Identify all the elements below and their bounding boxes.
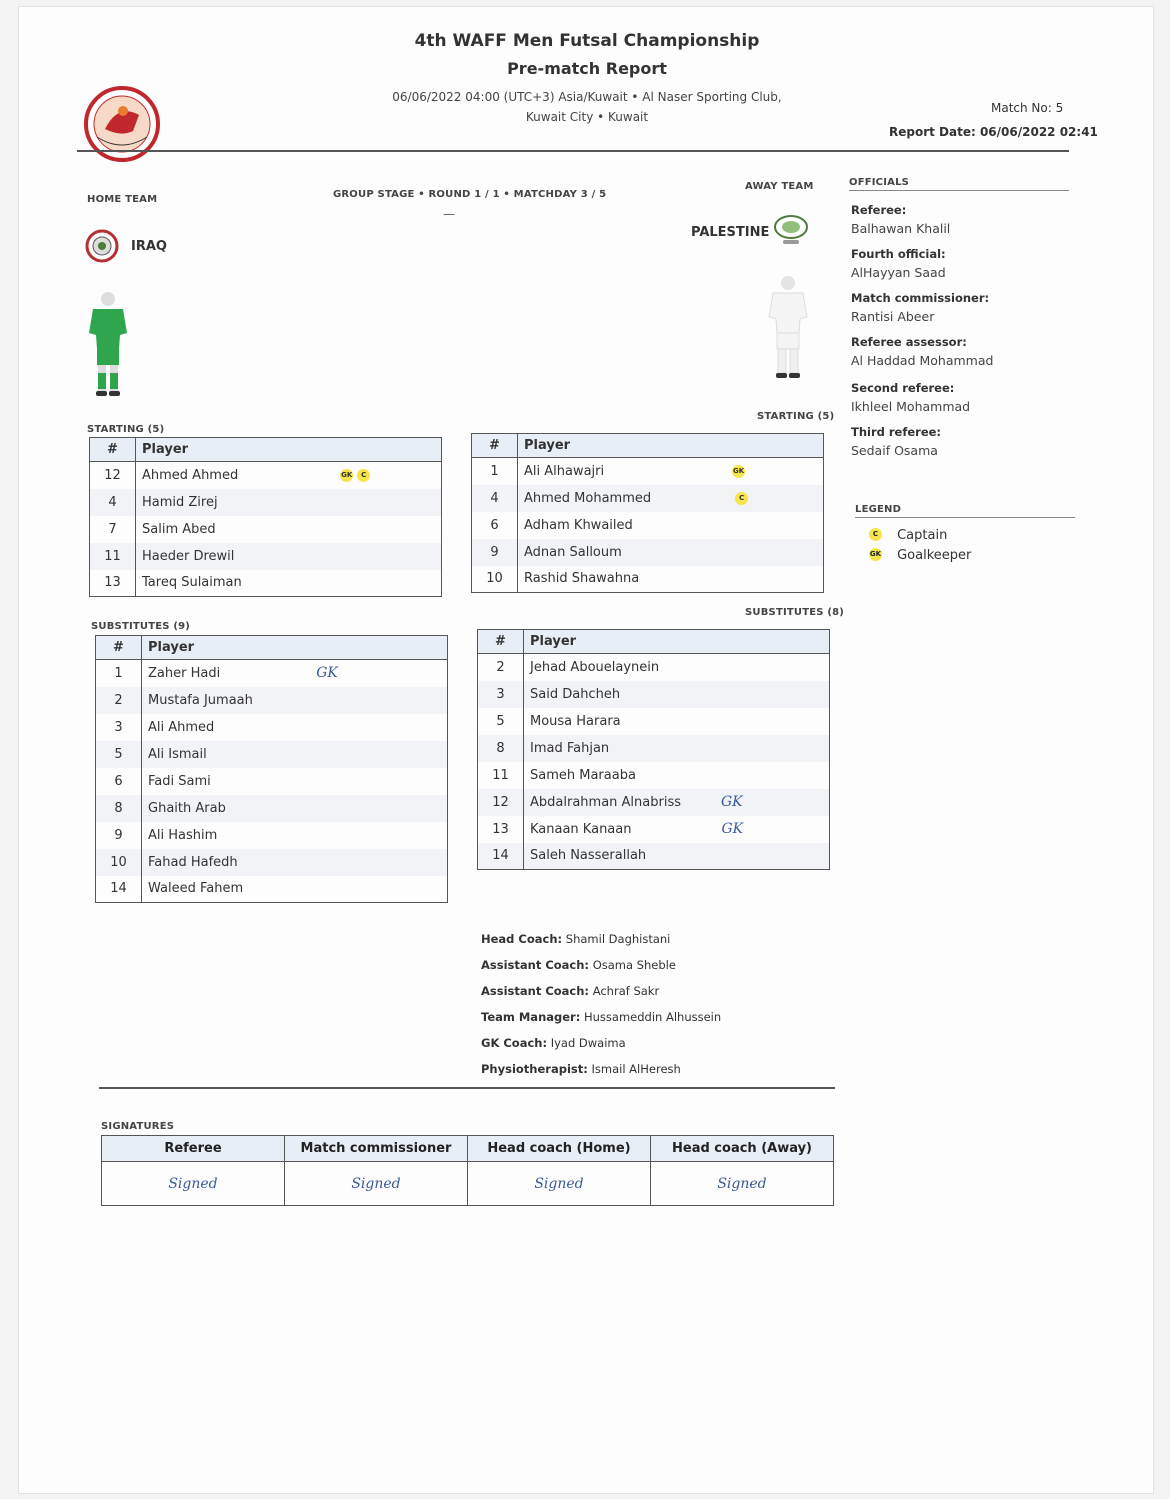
table-row [472, 458, 824, 485]
staff-list [481, 932, 841, 1088]
staff-role: Assistant Coach: [481, 958, 590, 972]
table-row [96, 660, 448, 687]
legend-item-captain [869, 524, 947, 543]
table-row [472, 485, 824, 512]
player-name: Zaher Hadi [148, 666, 221, 682]
player-name: Mustafa Jumaah [142, 687, 448, 714]
player-name: Tareq Sulaiman [136, 570, 442, 597]
match-city: Kuwait City • Kuwait [525, 110, 649, 124]
table-row [478, 681, 830, 708]
player-number: 2 [96, 687, 142, 714]
signatures-title: SIGNATURES [101, 1121, 175, 1132]
table-row [96, 714, 448, 741]
col-number-header: # [90, 438, 136, 462]
handwritten-signature: Signed [534, 1175, 584, 1192]
player-name-cell [142, 660, 448, 687]
signature-cell [651, 1162, 834, 1206]
staff-name: Iyad Dwaima [550, 1036, 626, 1050]
official-item [851, 335, 1071, 381]
player-name: Ahmed Ahmed [142, 467, 239, 483]
table-row [90, 462, 442, 489]
player-number: 12 [90, 462, 136, 489]
staff-name: Achraf Sakr [592, 984, 660, 998]
player-number: 12 [478, 789, 524, 816]
handwritten-signature: Signed [717, 1175, 767, 1192]
away-subs-table [477, 629, 830, 870]
staff-name: Hussameddin Alhussein [583, 1010, 722, 1024]
player-number: 3 [478, 681, 524, 708]
legend-label: Captain [897, 528, 948, 543]
official-role: Referee: [851, 203, 907, 217]
table-header-row [90, 438, 442, 462]
player-number: 8 [478, 735, 524, 762]
player-number: 5 [478, 708, 524, 735]
player-number: 1 [96, 660, 142, 687]
player-number: 10 [472, 566, 518, 593]
col-number-header: # [472, 434, 518, 458]
signatures-table [101, 1135, 834, 1206]
staff-item [481, 1010, 841, 1036]
report-page [18, 6, 1154, 1494]
player-number: 11 [478, 762, 524, 789]
signatures-divider [99, 1087, 835, 1089]
player-number: 4 [90, 489, 136, 516]
match-number: Match No: 5 [991, 101, 1064, 115]
table-row [90, 516, 442, 543]
score-separator: — [443, 207, 455, 221]
legend-divider [855, 517, 1075, 518]
player-name: Adham Khwailed [518, 512, 824, 539]
player-name: Ahmed Mohammed [524, 490, 652, 506]
signature-cell [285, 1162, 468, 1206]
officials-title: OFFICIALS [849, 177, 910, 188]
col-player-header: Player [518, 434, 824, 458]
table-header-row [472, 434, 824, 458]
col-number-header: # [478, 630, 524, 654]
player-name: Fahad Hafedh [142, 849, 448, 876]
goalkeeper-badge: GK [732, 465, 745, 478]
official-role: Third referee: [851, 425, 942, 439]
handwritten-gk-note: GK [316, 665, 338, 682]
home-subs-table [95, 635, 448, 903]
official-item [851, 381, 1071, 425]
away-team-name: PALESTINE [691, 225, 770, 240]
table-header-row [102, 1136, 834, 1162]
official-item [851, 203, 1071, 247]
staff-item [481, 932, 841, 958]
official-role: Fourth official: [851, 247, 946, 261]
official-name: Balhawan Khalil [851, 221, 951, 236]
iraq-flag-icon [85, 229, 119, 263]
table-row [96, 849, 448, 876]
goalkeeper-badge: GK [869, 548, 882, 561]
player-number: 6 [96, 768, 142, 795]
table-row [478, 654, 830, 681]
table-row [96, 795, 448, 822]
player-number: 4 [472, 485, 518, 512]
player-number: 13 [478, 816, 524, 843]
signature-header: Referee [102, 1136, 285, 1162]
player-name: Ali Hashim [142, 822, 448, 849]
signature-header: Match commissioner [285, 1136, 468, 1162]
handwritten-signature: Signed [168, 1175, 218, 1192]
table-row [478, 816, 830, 843]
table-row [478, 789, 830, 816]
player-number: 9 [472, 539, 518, 566]
col-player-header: Player [136, 438, 442, 462]
col-number-header: # [96, 636, 142, 660]
official-item [851, 425, 1071, 469]
match-datetime-venue: 06/06/2022 04:00 (UTC+3) Asia/Kuwait • Al Naser Sporting Club, [392, 90, 782, 104]
player-number: 2 [478, 654, 524, 681]
player-number: 13 [90, 570, 136, 597]
home-team-name: IRAQ [131, 239, 167, 254]
table-row [478, 843, 830, 870]
player-name-cell [518, 458, 824, 485]
staff-name: Shamil Daghistani [565, 932, 671, 946]
table-row [96, 687, 448, 714]
officials-divider [849, 190, 1069, 191]
signature-header: Head coach (Home) [468, 1136, 651, 1162]
handwritten-gk-note: GK [721, 821, 744, 837]
player-number: 14 [478, 843, 524, 870]
player-number: 1 [472, 458, 518, 485]
signature-cell [102, 1162, 285, 1206]
player-name: Adnan Salloum [518, 539, 824, 566]
captain-badge: C [869, 528, 882, 541]
table-row [96, 768, 448, 795]
player-name: Saleh Nasserallah [524, 843, 830, 870]
player-name: Ali Ahmed [142, 714, 448, 741]
player-name: Ghaith Arab [142, 795, 448, 822]
table-row [96, 741, 448, 768]
player-name: Haeder Drewil [136, 543, 442, 570]
player-name: Salim Abed [136, 516, 442, 543]
player-number: 6 [472, 512, 518, 539]
official-role: Match commissioner: [851, 291, 990, 305]
legend-title: LEGEND [855, 504, 902, 515]
report-date: Report Date: 06/06/2022 02:41 [889, 125, 1098, 139]
staff-name: Osama Sheble [592, 958, 676, 972]
official-name: AlHayyan Saad [851, 265, 946, 280]
col-player-header: Player [142, 636, 448, 660]
table-row [90, 570, 442, 597]
player-name: Rashid Shawahna [518, 566, 824, 593]
official-role: Referee assessor: [851, 335, 967, 349]
player-name-cell [518, 485, 824, 512]
goalkeeper-badge: GK [340, 469, 353, 482]
staff-role: Physiotherapist: [481, 1062, 588, 1076]
player-name: Sameh Maraaba [524, 762, 830, 789]
staff-item [481, 1036, 841, 1062]
player-number: 11 [90, 543, 136, 570]
away-subs-label: SUBSTITUTES (8) [745, 607, 845, 618]
staff-name: Ismail AlHeresh [591, 1062, 681, 1076]
player-name: Kanaan Kanaan [530, 822, 632, 837]
signature-cell [468, 1162, 651, 1206]
player-name: Abdalrahman Alnabriss [530, 795, 681, 810]
table-row [472, 539, 824, 566]
table-row [478, 708, 830, 735]
report-subtitle: Pre-match Report [507, 59, 667, 78]
away-kit-icon [765, 273, 811, 383]
official-item [851, 291, 1071, 335]
captain-badge: C [357, 469, 370, 482]
official-item [851, 247, 1071, 291]
official-name: Ikhleel Mohammad [851, 399, 971, 414]
handwritten-gk-note: GK [721, 794, 743, 810]
player-name: Hamid Zirej [136, 489, 442, 516]
staff-item [481, 1062, 841, 1088]
table-row [472, 512, 824, 539]
table-header-row [96, 636, 448, 660]
col-player-header: Player [524, 630, 830, 654]
player-number: 8 [96, 795, 142, 822]
player-name: Jehad Abouelaynein [524, 654, 830, 681]
player-number: 3 [96, 714, 142, 741]
player-number: 7 [90, 516, 136, 543]
officials-list [851, 203, 1071, 469]
player-name: Imad Fahjan [524, 735, 830, 762]
home-starting-table [89, 437, 442, 597]
away-starting-table [471, 433, 824, 593]
staff-role: GK Coach: [481, 1036, 548, 1050]
away-starting-label: STARTING (5) [757, 411, 835, 422]
official-role: Second referee: [851, 381, 955, 395]
official-name: Rantisi Abeer [851, 309, 935, 324]
handwritten-signature: Signed [351, 1175, 401, 1192]
player-name: Ali Ismail [142, 741, 448, 768]
table-row [478, 762, 830, 789]
table-header-row [478, 630, 830, 654]
match-stage: GROUP STAGE • ROUND 1 / 1 • MATCHDAY 3 / 5 [333, 189, 607, 200]
player-number: 9 [96, 822, 142, 849]
table-row [90, 489, 442, 516]
palestine-flag-icon [771, 213, 811, 249]
player-number: 5 [96, 741, 142, 768]
away-team-label: AWAY TEAM [745, 181, 814, 192]
official-name: Sedaif Osama [851, 443, 938, 458]
home-subs-label: SUBSTITUTES (9) [91, 621, 191, 632]
staff-role: Head Coach: [481, 932, 563, 946]
table-row [90, 543, 442, 570]
table-row [478, 735, 830, 762]
staff-item [481, 984, 841, 1010]
staff-role: Team Manager: [481, 1010, 581, 1024]
legend-label: Goalkeeper [897, 548, 972, 563]
legend-item-goalkeeper [869, 544, 971, 563]
header-divider [77, 150, 1069, 152]
player-name: Said Dahcheh [524, 681, 830, 708]
player-number: 14 [96, 876, 142, 903]
player-name: Fadi Sami [142, 768, 448, 795]
staff-role: Assistant Coach: [481, 984, 590, 998]
signature-row [102, 1162, 834, 1206]
player-name: Waleed Fahem [142, 876, 448, 903]
captain-badge: C [735, 492, 748, 505]
official-name: Al Haddad Mohammad [851, 353, 994, 368]
staff-item [481, 958, 841, 984]
player-name: Mousa Harara [524, 708, 830, 735]
player-name: Ali Alhawajri [524, 463, 605, 479]
home-kit-icon [85, 289, 131, 399]
table-row [472, 566, 824, 593]
home-starting-label: STARTING (5) [87, 424, 165, 435]
signature-header: Head coach (Away) [651, 1136, 834, 1162]
championship-title: 4th WAFF Men Futsal Championship [414, 31, 760, 51]
player-name-cell [136, 462, 442, 489]
player-name-cell [524, 816, 830, 843]
player-name-cell [524, 789, 830, 816]
home-team-label: HOME TEAM [87, 194, 158, 205]
table-row [96, 822, 448, 849]
table-row [96, 876, 448, 903]
player-number: 10 [96, 849, 142, 876]
